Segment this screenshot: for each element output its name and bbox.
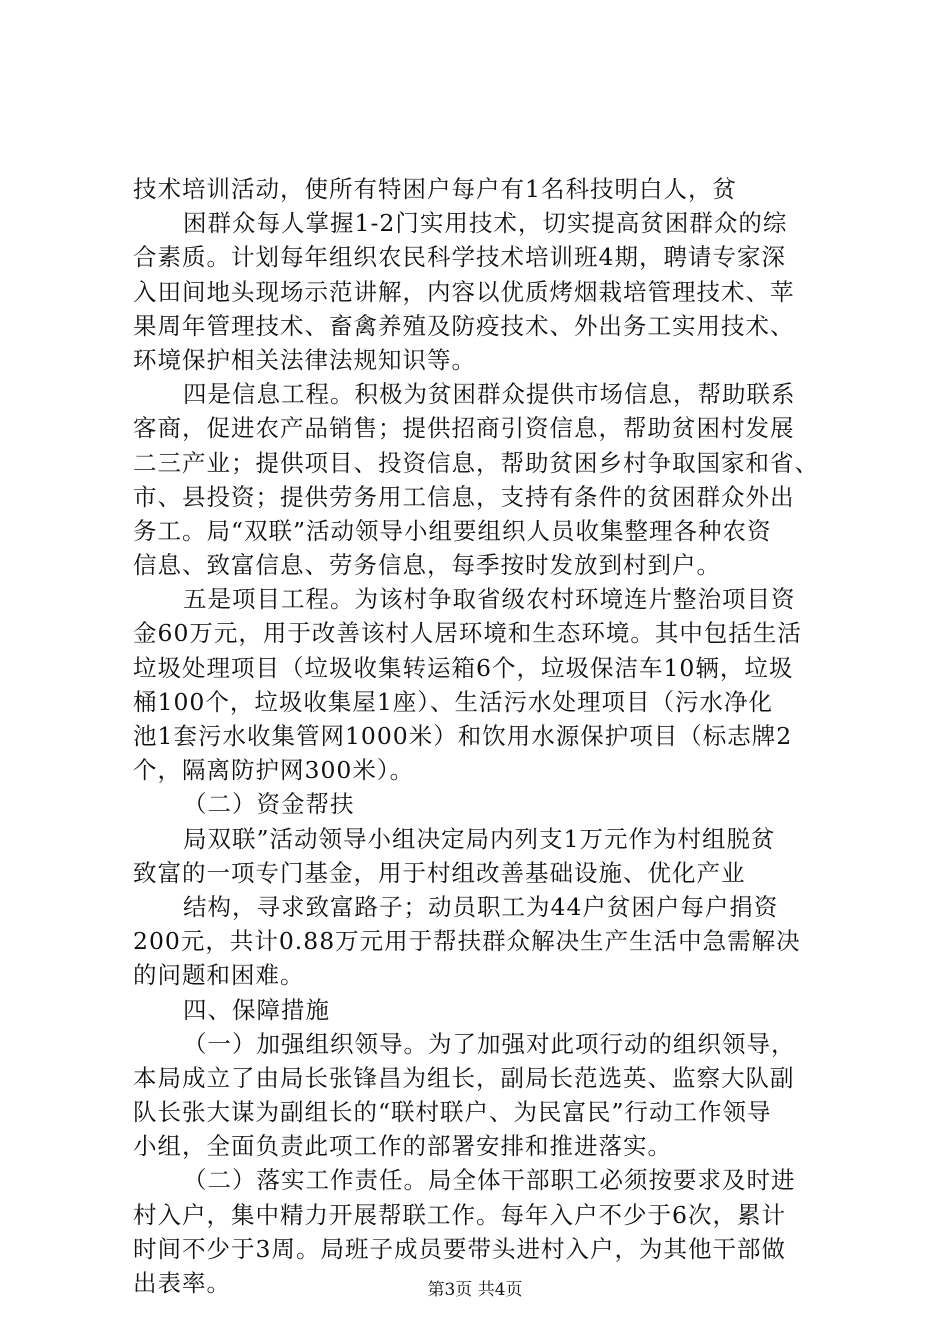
text-line: 本局成立了由局长张锋昌为组长，副局长范选英、监察大队副: [133, 1063, 795, 1092]
text-line: 金60万元，用于改善该村人居环境和生态环境。其中包括生活: [133, 619, 802, 648]
text-line: 结构，寻求致富路子；动员职工为44户贫困户每户捐资: [183, 892, 779, 921]
text-line: 合素质。计划每年组织农民科学技术培训班4期，聘请专家深: [133, 243, 786, 272]
text-line: （一）加强组织领导。为了加强对此项行动的组织领导，: [183, 1029, 796, 1058]
text-line: 垃圾处理项目（垃圾收集转运箱6个，垃圾保洁车10辆，垃圾: [133, 653, 794, 682]
text-line: 困群众每人掌握1-2门实用技术，切实提高贫困群众的综: [183, 209, 788, 238]
text-line: 客商，促进农产品销售；提供招商引资信息，帮助贫困村发展: [133, 414, 795, 443]
text-line: 市、县投资；提供劳务用工信息，支持有条件的贫困群众外出: [133, 482, 795, 511]
text-line: 时间不少于3周。局班子成员要带头进村入户，为其他干部做: [133, 1234, 786, 1263]
text-line: 务工。局“双联”活动领导小组要组织人员收集整理各种农资: [133, 516, 772, 545]
text-line: （二）落实工作责任。局全体干部职工必须按要求及时进: [183, 1166, 796, 1195]
text-line: 池1套污水收集管网1000米）和饮用水源保护项目（标志牌2: [133, 722, 793, 750]
text-line: 果周年管理技术、畜禽养殖及防疫技术、外出务工实用技术、: [133, 311, 795, 340]
text-line: 小组，全面负责此项工作的部署安排和推进落实。: [133, 1132, 672, 1161]
page-footer: 第3页 共4页: [427, 1280, 523, 1300]
text-line: 信息、致富信息、劳务信息，每季按时发放到村到户。: [133, 551, 721, 580]
text-line: 致富的一项专门基金，用于村组改善基础设施、优化产业: [133, 858, 746, 887]
text-line: 入田间地头现场示范讲解，内容以优质烤烟栽培管理技术、苹: [133, 277, 795, 306]
text-line: 五是项目工程。为该村争取省级农村环境连片整治项目资: [183, 585, 796, 614]
text-line: 个，隔离防护网300米）。: [133, 756, 415, 785]
text-line: 村入户，集中精力开展帮联工作。每年入户不少于6次，累计: [133, 1200, 786, 1229]
text-line: 四是信息工程。积极为贫困群众提供市场信息，帮助联系: [183, 380, 796, 409]
document-body: [133, 172, 853, 1300]
text-line: 出表率。: [133, 1269, 231, 1297]
text-line: 队长张大谋为副组长的“联村联户、为民富民”行动工作领导: [133, 1098, 772, 1127]
text-line: 的问题和困难。: [133, 961, 305, 990]
text-line: （二）资金帮扶: [183, 790, 355, 819]
text-line: 四、保障措施: [183, 995, 330, 1024]
text-line: 二三产业；提供项目、投资信息，帮助贫困乡村争取国家和省、: [133, 448, 819, 477]
text-line: 环境保护相关法律法规知识等。: [133, 345, 476, 374]
text-line: 桶100个，垃圾收集屋1座）、生活污水处理项目（污水净化: [133, 687, 774, 716]
text-line: 局双联”活动领导小组决定局内列支1万元作为村组脱贫: [183, 824, 776, 853]
text-line: 技术培训活动，使所有特困户每户有1名科技明白人，贫: [133, 175, 737, 203]
text-line: 200元，共计0.88万元用于帮扶群众解决生产生活中急需解决: [133, 927, 801, 956]
